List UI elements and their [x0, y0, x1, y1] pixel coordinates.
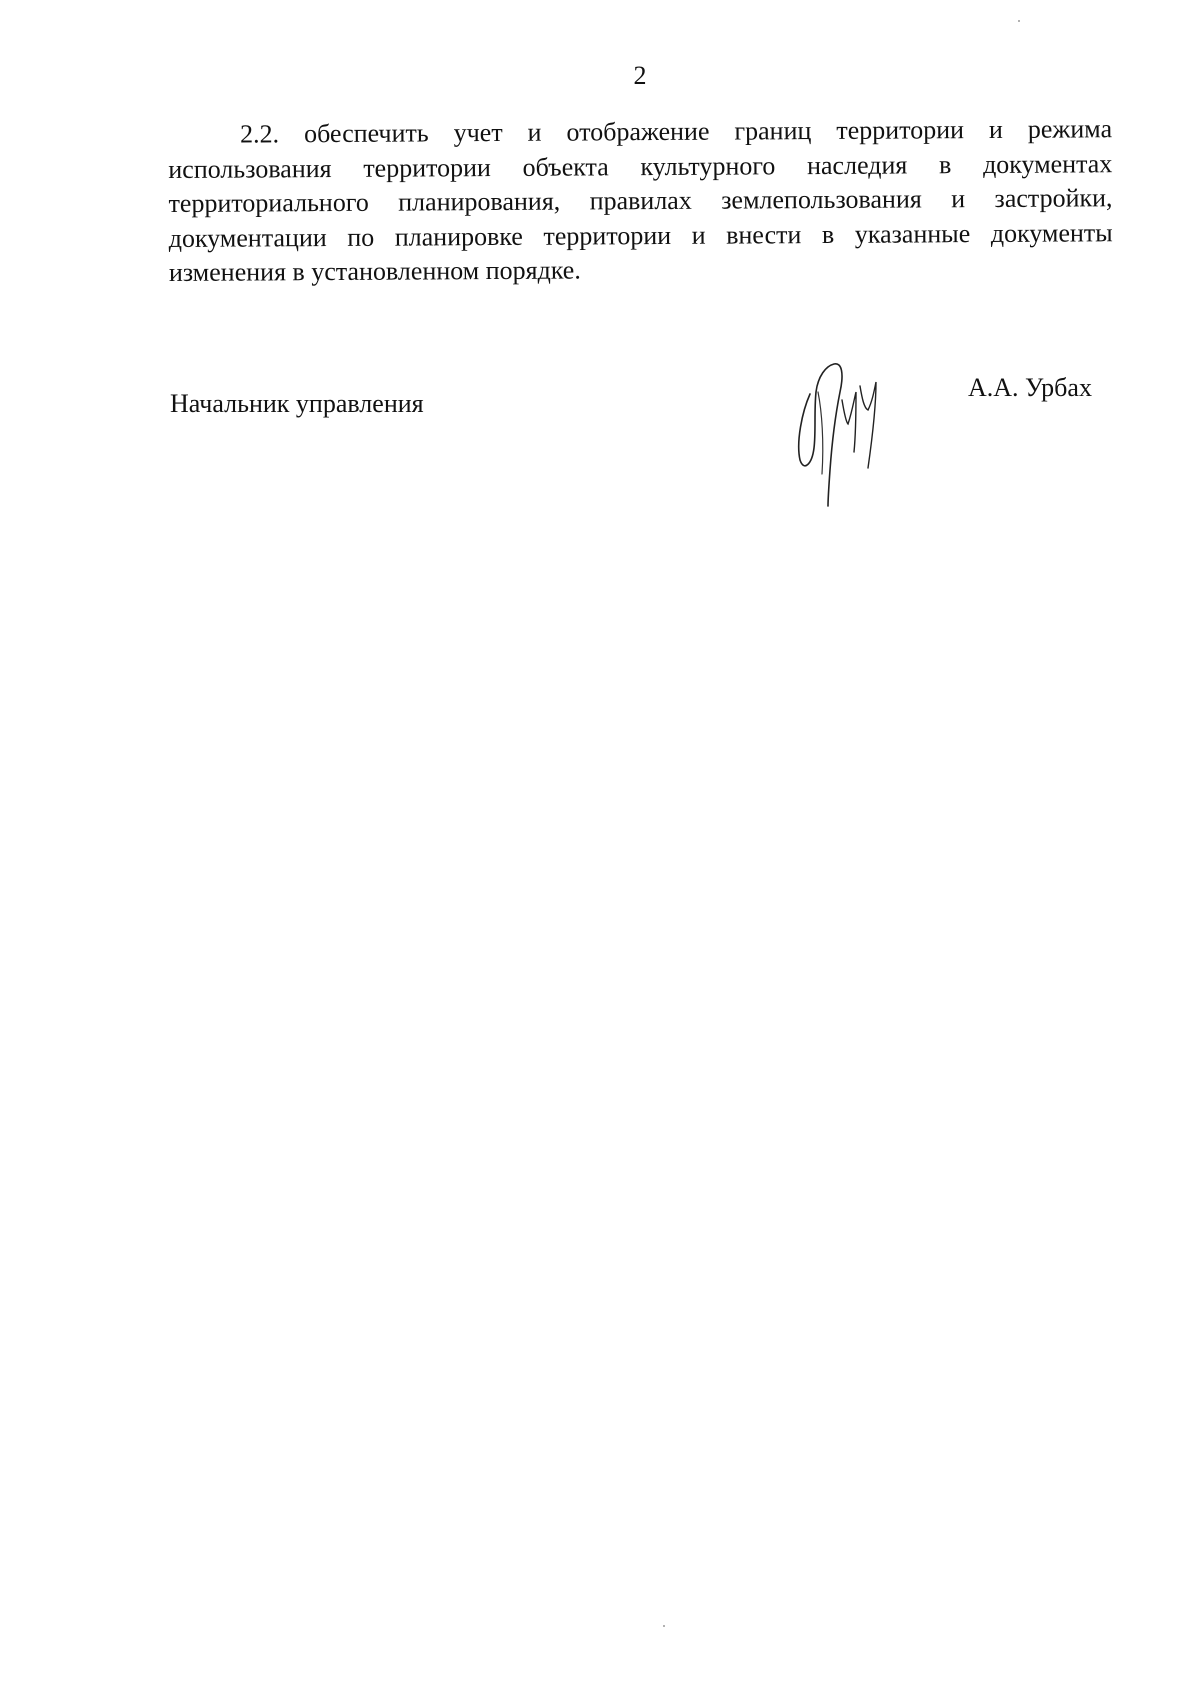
- paragraph-2-2: 2.2. обеспечить учет и отображение границ территории и режима использования территории объекта культурного наследия в документах территориального планирования, правилах землепользования и застройки, документации по планировке территории и внести в указанные документы изменения в установленном порядке.: [168, 114, 1113, 287]
- scan-speck: [663, 1625, 665, 1627]
- signatory-name: А.А. Урбах: [968, 373, 1092, 402]
- page-number: 2: [633, 61, 647, 90]
- scan-speck: [1018, 20, 1020, 22]
- signatory-position: Начальник управления: [170, 389, 424, 418]
- handwritten-signature: [782, 352, 902, 512]
